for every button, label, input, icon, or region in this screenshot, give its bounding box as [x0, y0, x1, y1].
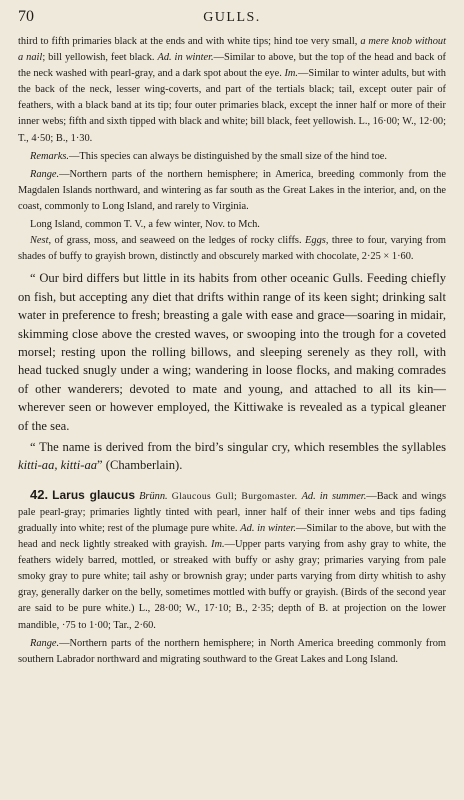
- long-island-note: Long Island, common T. V., a few winter, Nov. to Mch.: [30, 219, 260, 231]
- species-authority: Brünn.: [139, 490, 168, 502]
- remarks-paragraph: Remarks.—This species can always be distinguished by the small size of the hind toe.: [30, 150, 387, 162]
- nest-eggs-paragraph: Nest, of grass, moss, and seaweed on the ledges of rocky cliffs. Eggs, three to four, varying from shades of buffy to grayish brown, distinctly and obscurely marked with chocolate, 2·25 × 1·60.: [18, 235, 446, 263]
- species-42-entry: 42. Larus glaucus Brünn. Glaucous Gull; Burgomaster. Ad. in summer.—Back and wings pale pearl-gray; primaries lightly tinted with pearl, inner half of their inner webs and tips fading gradually into white; rest of the plumage pure white. Ad. in winter.—Similar to the above, but with the head and neck lightly streaked with grayish. Im.—Upper parts varying from ashy gray to white, the feathers widely barred, mottled, or streaked with buffy or ashy gray; primaries varying from pale smoky gray to pure white; tail ashy or brownish gray; under parts varying from dirty whitish to ashy gray, generally darker on the belly, sometimes mottled with buffy or grayish. (Birds of the second year are said to be pure white.) L., 28·00; W., 17·10; B., 2·35; depth of B. at projection on the lower mandible, ·75 to 1·00; Tar., 2·60.: [18, 486, 447, 631]
- range-paragraph-glaucous: Range.—Northern parts of the northern hemisphere; in North America breeding commonly from southern Labrador northward and migrating southward to the Great Lakes and Long Island.: [18, 637, 446, 665]
- species-number: 42.: [30, 486, 49, 502]
- page-number: 70: [18, 8, 34, 25]
- range-paragraph: Range.—Northern parts of the northern hemisphere; in America, breeding commonly from the Magdalen Islands northward, and wintering as far south as the Great Lakes in the interior, and, on the coast, commonly to Long Island, and rarely to Virginia.: [18, 168, 446, 212]
- running-title: GULLS.: [203, 10, 261, 25]
- quote-name-origin: “ The name is derived from the bird’s singular cry, which resembles the syllables kitti-aa, kitti-aa” (Chamberlain).: [18, 439, 446, 473]
- species-name: Larus glaucus: [52, 487, 135, 502]
- common-name: Glaucous Gull; Burgomaster.: [171, 490, 298, 502]
- kittiwake-description-continued: third to fifth primaries black at the ends and with white tips; hind toe very small, a mere knob without a nail; bill yellowish, feet black. Ad. in winter.—Similar to above, but the top of the head and back of the neck washed with pearl-gray, and a dark spot about the eye. Im.—Similar to winter adults, but with the back of the neck, lesser wing-coverts, and part of the tertials black; tail, except outer pair of feathers, with a black band at its tip; four outer primaries black, except the inner half or more of their inner webs; fifth and sixth tipped with black and white; bill black, feet yellowish. L., 16·00; W., 12·00; T., 4·50; B., 1·30.: [18, 36, 446, 144]
- quote-habits: “ Our bird differs but little in its habits from other oceanic Gulls. Feeding chiefly on fish, but accepting any diet that drifts within range of its keen sight; drinking salt water in preference to fresh; breasting a gale with ease and grace—soaring in midair, skimming close above the crested waves, or swooping into the trough for a coveted morsel; resting upon the rolling billows, and sleeping serenely as they roll, with head tucked snugly under a wing; wandering in loose flocks, and making comrades of other wanderers; devoted to mate and young, and attached to all its kin—wherever seen or however employed, the Kittiwake is revealed as a typical gleaner of the sea.: [18, 271, 446, 433]
- page-header: [18, 8, 446, 34]
